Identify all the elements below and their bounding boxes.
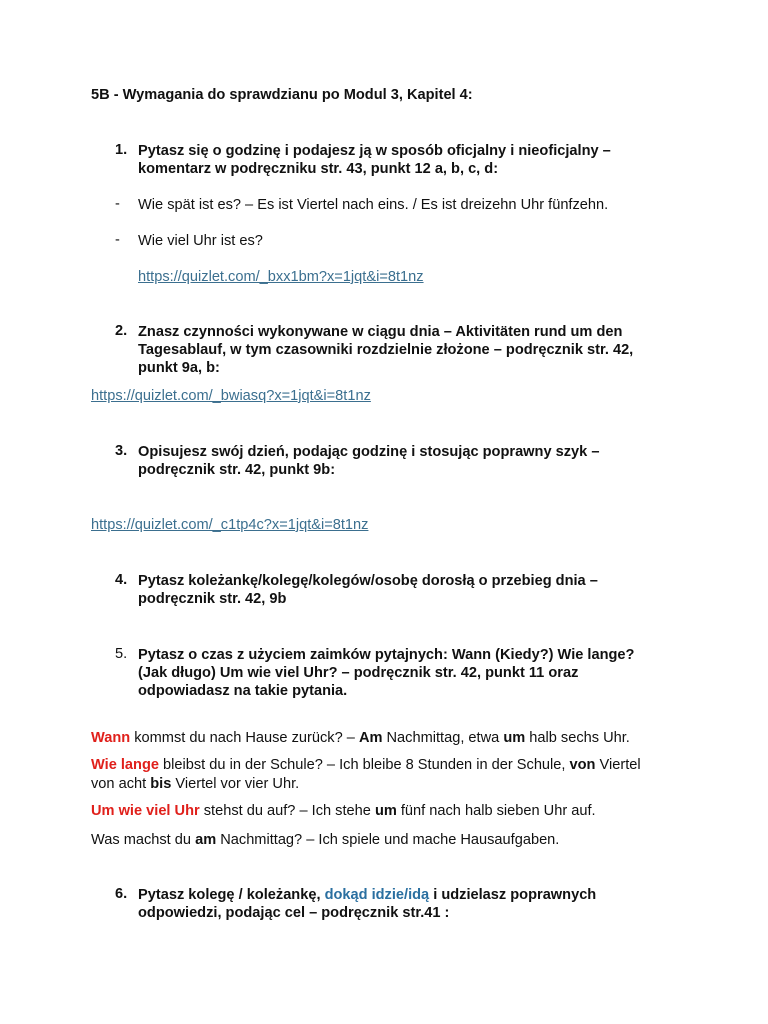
item-5-line-3: odpowiadasz na takie pytania.	[138, 683, 348, 699]
item-3-line-2: podręcznik str. 42, punkt 9b:	[138, 462, 336, 478]
quizlet-link-1[interactable]: https://quizlet.com/_bxx1bm?x=1jqt&i=8t1nz	[138, 269, 424, 285]
example-text: Viertel vor vier Uhr.	[171, 776, 300, 792]
item-1-line-1: Pytasz się o godzinę i podajesz ją w sposób oficjalny i nieoficjalny –	[138, 143, 611, 159]
item-5-line-1: Pytasz o czas z użyciem zaimków pytajnych: Wann (Kiedy?) Wie lange?	[138, 647, 635, 663]
example-1	[91, 729, 630, 747]
example-bold: Am	[358, 730, 383, 746]
item-number: 2.	[115, 323, 128, 339]
example-text: Nachmittag, etwa	[382, 730, 504, 746]
example-3	[91, 802, 596, 820]
item-6-text: Pytasz kolegę / koleżankę,	[138, 887, 325, 903]
example-bold: am	[195, 832, 217, 848]
example-bold: um	[503, 730, 526, 746]
example-bold: um	[374, 803, 397, 819]
item-4-line-2: podręcznik str. 42, 9b	[138, 591, 287, 607]
item-1-line-2: komentarz w podręczniku str. 43, punkt 12 a, b, c, d:	[138, 161, 499, 177]
example-bold: von	[569, 757, 596, 773]
item-number: 6.	[115, 886, 128, 902]
item-4-line-1: Pytasz koleżankę/kolegę/kolegów/osobę dorosłą o przebieg dnia –	[138, 573, 598, 589]
example-text: kommst du nach Hause zurück? –	[130, 730, 359, 746]
example-text: Was machst du	[91, 832, 196, 848]
example-text: von acht	[91, 776, 151, 792]
question-word: Um wie viel Uhr	[91, 803, 200, 819]
item-1-bullet-1: Wie spät ist es? – Es ist Viertel nach eins. / Es ist dreizehn Uhr fünfzehn.	[138, 197, 609, 213]
bullet-dash: -	[115, 196, 120, 212]
example-2-line-2	[91, 775, 299, 793]
example-bold: bis	[150, 776, 172, 792]
quizlet-link-3[interactable]: https://quizlet.com/_c1tp4c?x=1jqt&i=8t1nz	[91, 517, 369, 533]
example-2-line-1	[91, 756, 641, 774]
item-6-highlight: dokąd idzie/idą	[324, 887, 430, 903]
document-title: 5B - Wymagania do sprawdzianu po Modul 3, Kapitel 4:	[91, 87, 473, 103]
item-number: 5.	[115, 646, 128, 662]
example-text: stehst du auf? – Ich stehe	[199, 803, 375, 819]
example-4	[91, 831, 559, 849]
item-number: 4.	[115, 572, 128, 588]
item-2-line-1: Znasz czynności wykonywane w ciągu dnia – Aktivitäten rund um den	[138, 324, 623, 340]
example-text: Viertel	[595, 757, 641, 773]
item-2-line-3: punkt 9a, b:	[138, 360, 220, 376]
example-text: fünf nach halb sieben Uhr auf.	[396, 803, 596, 819]
item-number: 3.	[115, 443, 128, 459]
item-2-line-2: Tagesablauf, w tym czasowniki rozdzielnie złożone – podręcznik str. 42,	[138, 342, 634, 358]
example-text: halb sechs Uhr.	[525, 730, 630, 746]
item-6-text: i udzielasz poprawnych	[429, 887, 597, 903]
bullet-dash: -	[115, 232, 120, 248]
item-3-line-1: Opisujesz swój dzień, podając godzinę i stosując poprawny szyk –	[138, 444, 600, 460]
example-text: Nachmittag? – Ich spiele und mache Hausaufgaben.	[216, 832, 560, 848]
item-6-line-2: odpowiedzi, podając cel – podręcznik str.41 :	[138, 905, 450, 921]
quizlet-link-2[interactable]: https://quizlet.com/_bwiasq?x=1jqt&i=8t1nz	[91, 388, 371, 404]
example-text: bleibst du in der Schule? – Ich bleibe 8 Stunden in der Schule,	[159, 757, 570, 773]
item-5-line-2: (Jak długo) Um wie viel Uhr? – podręcznik str. 42, punkt 11 oraz	[138, 665, 579, 681]
item-6-line-1	[138, 886, 596, 904]
item-number: 1.	[115, 142, 128, 158]
question-word: Wie lange	[91, 757, 159, 773]
item-1-bullet-2: Wie viel Uhr ist es?	[138, 233, 263, 249]
question-word: Wann	[91, 730, 131, 746]
